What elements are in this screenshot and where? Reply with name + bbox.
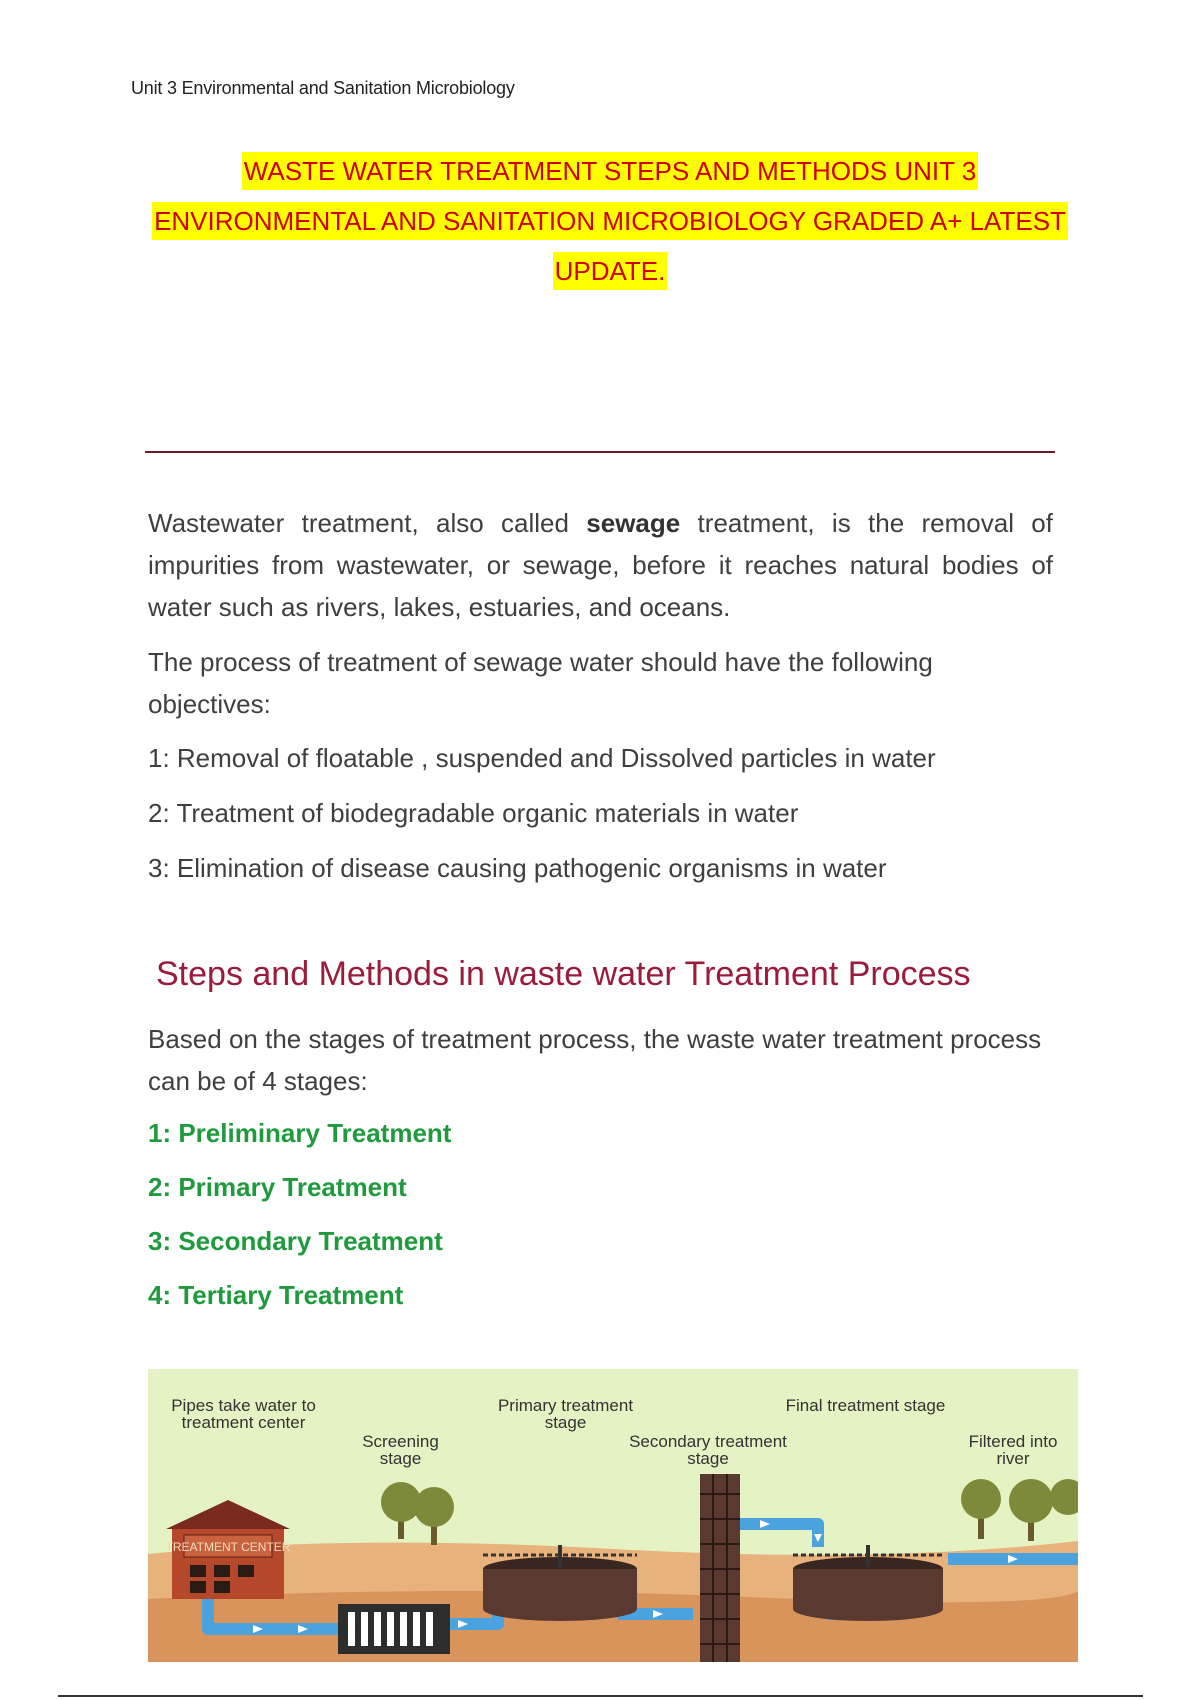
objective-item: 1: Removal of floatable , suspended and Dissolved particles in water: [148, 743, 936, 773]
screening-grate: [338, 1604, 450, 1654]
building-sign: TREATMENT CENTER: [165, 1540, 291, 1554]
intro-paragraph: [148, 502, 1053, 628]
objective-item: 3: Elimination of disease causing pathogenic organisms in water: [148, 853, 887, 883]
label-pipes: Pipes take water to treatment center: [171, 1396, 316, 1432]
section-heading: Steps and Methods in waste water Treatment Process: [156, 955, 971, 993]
label-secondary: Secondary treatment stage: [629, 1432, 787, 1468]
intro-bold-term: sewage: [586, 508, 681, 538]
stage-item: 2: Primary Treatment: [148, 1172, 407, 1202]
stage-item: 1: Preliminary Treatment: [148, 1118, 452, 1148]
treatment-process-diagram: [148, 1369, 1078, 1662]
intro-text-end: treatment, is the removal of impurities from wastewater, or sewage, before it reaches natural bodies of water such as rivers, lakes, estuaries, and oceans.: [148, 508, 1053, 622]
stages-intro: Based on the stages of treatment process, the waste water treatment process can be of 4 stages:: [148, 1024, 1042, 1096]
objective-item: 2: Treatment of biodegradable organic materials in water: [148, 798, 799, 828]
label-filtered: Filtered into river: [968, 1432, 1058, 1468]
intro-text-start: Wastewater treatment, also called: [148, 508, 587, 538]
label-screening: Screening stage: [362, 1432, 439, 1468]
footer-rule: [58, 1695, 1143, 1697]
title-line-3: UPDATE.: [553, 252, 668, 290]
running-header: Unit 3 Environmental and Sanitation Microbiology: [131, 78, 515, 98]
document-title: [130, 146, 1090, 296]
stage-item: 4: Tertiary Treatment: [148, 1280, 404, 1310]
title-line-2: ENVIRONMENTAL AND SANITATION MICROBIOLOGY GRADED A+ LATEST: [152, 202, 1068, 240]
secondary-tower: [700, 1474, 740, 1662]
section-divider: [145, 451, 1055, 453]
title-line-1: WASTE WATER TREATMENT STEPS AND METHODS UNIT 3: [242, 152, 978, 190]
label-primary: Primary treatment stage: [497, 1396, 634, 1432]
objectives-intro: The process of treatment of sewage water should have the following objectives:: [148, 647, 933, 719]
label-final: Final treatment stage: [785, 1396, 946, 1415]
stage-item: 3: Secondary Treatment: [148, 1226, 443, 1256]
